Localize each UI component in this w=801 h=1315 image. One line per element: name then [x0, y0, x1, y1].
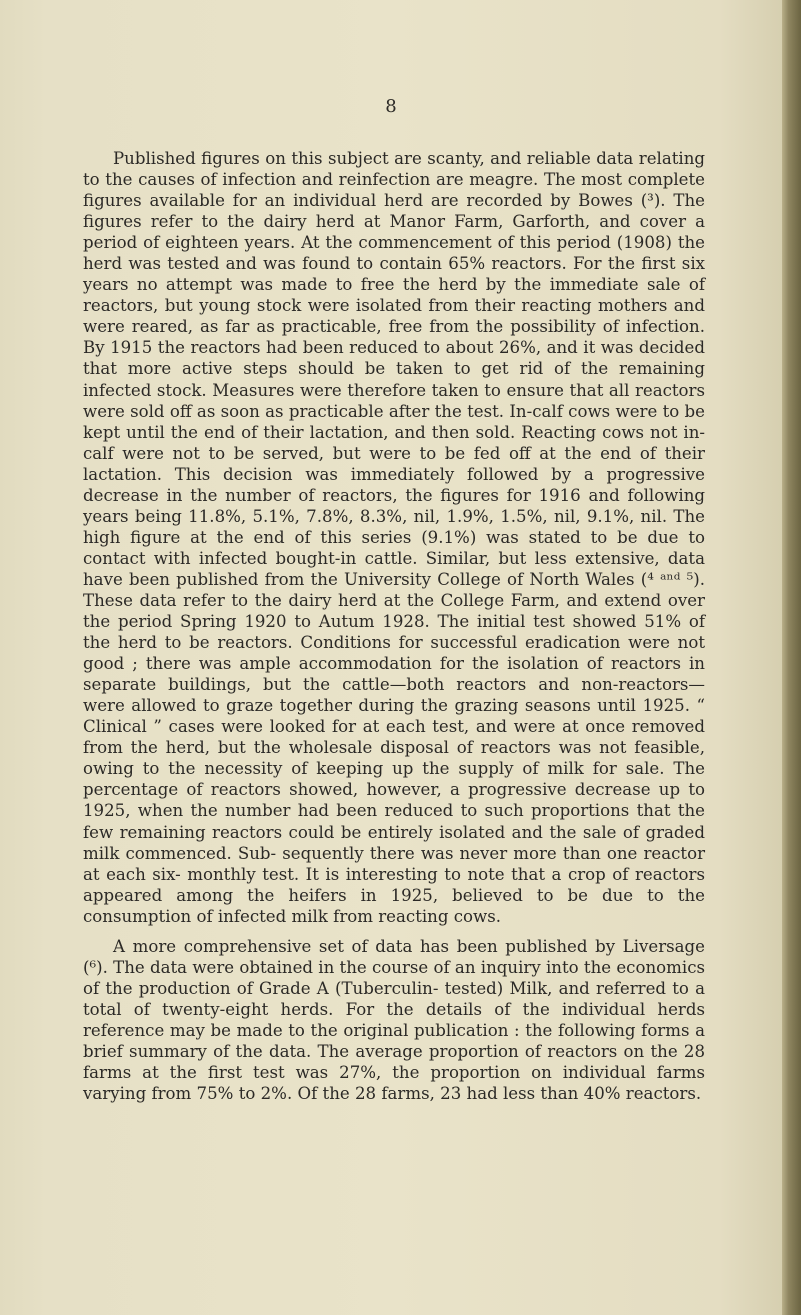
paragraph-2: A more comprehensive set of data has been published by Liversage (⁶). The data were obtained in the course of an inquiry into the economics of the production of Grade A (Tuberculin- tested) Milk, and referred to a total of twenty-eight herds. For the details of the individual herds reference may be made to the original publication : the following forms a brief summary of the data. The average proportion of reactors on the 28 farms at the first test was 27%, the proportion on individual farms varying from 75% to 2%. Of the 28 farms, 23 had less than 40% reactors.: [83, 936, 705, 1104]
paragraph-1: Published figures on this subject are scanty, and reliable data relating to the causes of infection and reinfection are meagre. The most complete figures available for an individual herd are recorded by Bowes (³). The figures refer to the dairy herd at Manor Farm, Garforth, and cover a period of eighteen years. At the commencement of this period (1908) the herd was tested and was found to contain 65% reactors. For the first six years no attempt was made to free the herd by the immediate sale of reactors, but young stock were isolated from their reacting mothers and were reared, as far as practicable, free from the possibility of infection. By 1915 the reactors had been reduced to about 26%, and it was decided that more active steps should be taken to get rid of the remaining infected stock. Measures were therefore taken to ensure that all reactors were sold off as soon as practicable after the test. In-calf cows were to be kept until the end of their lactation, and then sold. Reacting cows not in-calf were not to be served, but were to be fed off at the end of their lactation. This decision was immediately followed by a progressive decrease in the number of reactors, the figures for 1916 and following years being 11.8%, 5.1%, 7.8%, 8.3%, nil, 1.9%, 1.5%, nil, 9.1%, nil. The high figure at the end of this series (9.1%) was stated to be due to contact with infected bought-in cattle. Similar, but less extensive, data have been published from the University College of North Wales (⁴ ᵃⁿᵈ ⁵). These data refer to the dairy herd at the College Farm, and extend over the period Spring 1920 to Autum 1928. The initial test showed 51% of the herd to be reactors. Conditions for successful eradication were not good ; there was ample accommodation for the isolation of reactors in separate buildings, but the cattle—both reactors and non-reactors— were allowed to graze together during the grazing seasons until 1925. “ Clinical ” cases were looked for at each test, and were at once removed from the herd, but the wholesale disposal of reactors was not feasible, owing to the necessity of keeping up the supply of milk for sale. The percentage of reactors showed, however, a progressive decrease up to 1925, when the number had been reduced to such proportions that the few remaining reactors could be entirely isolated and the sale of graded milk commenced. Sub- sequently there was never more than one reactor at each six- monthly test. It is interesting to note that a crop of reactors appeared among the heifers in 1925, believed to be due to the consumption of infected milk from reacting cows.: [83, 149, 705, 926]
page-number: 8: [385, 96, 397, 117]
book-binding-edge: [782, 0, 801, 1315]
body-text: [83, 148, 705, 1104]
